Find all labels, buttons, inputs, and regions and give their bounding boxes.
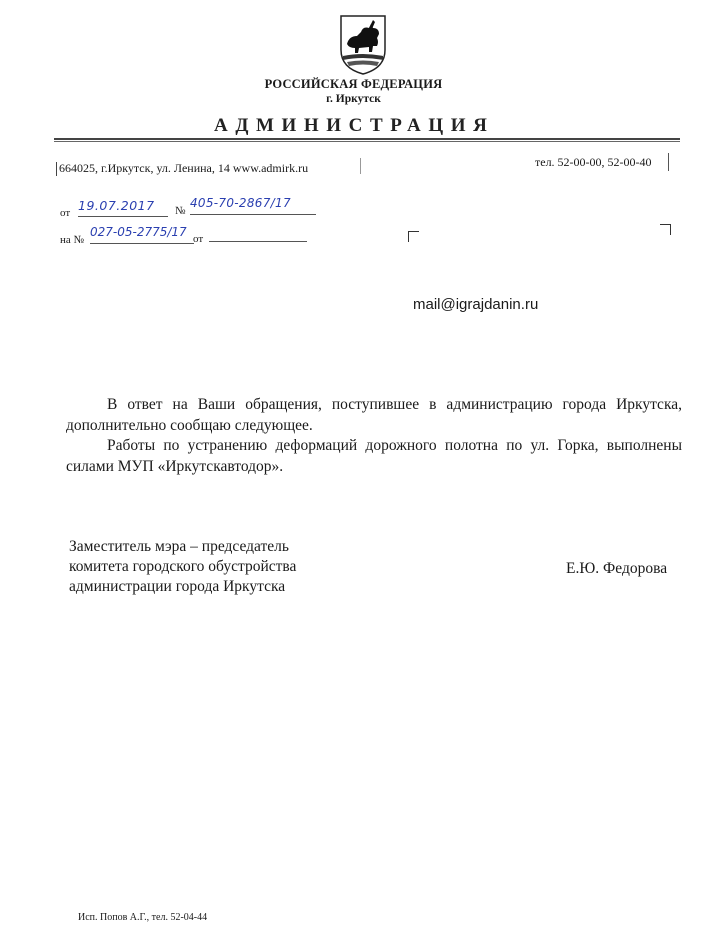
phone-text: тел. 52-00-00, 52-00-40: [535, 155, 652, 169]
incoming-number-label: на №: [60, 234, 85, 246]
incoming-date-blank: [209, 241, 307, 242]
body-paragraph-2: Работы по устранению деформаций дорожного полотна по ул. Горка, выполнены силами МУП «Иркутскавтодор».: [66, 437, 682, 475]
ref-number-label: №: [175, 205, 186, 217]
signatory-position-line-2: комитета городского обустройства: [69, 558, 297, 575]
body-paragraph-1: В ответ на Ваши обращения, поступившее в администрацию города Иркутска, дополнительно сообщаю следующее.: [66, 396, 682, 434]
city-heading: г. Иркутск: [326, 93, 381, 105]
signatory-position-line-3: администрации города Иркутска: [69, 578, 286, 595]
address-line: [56, 161, 308, 176]
ref-date-label: от: [60, 207, 71, 219]
recipient-box-corner-left: [408, 231, 419, 242]
signatory-position: [69, 537, 296, 597]
address-text: 664025, г.Иркутск, ул. Ленина, 14 www.admirk.ru: [59, 161, 309, 175]
address-separator: [360, 158, 361, 174]
header-divider: [54, 138, 680, 140]
country-heading: РОССИЙСКАЯ ФЕДЕРАЦИЯ: [264, 77, 443, 91]
letter-body: [66, 395, 682, 477]
phone-tick: [668, 153, 669, 171]
signatory-position-line-1: Заместитель мэра – председатель: [69, 538, 289, 555]
executor-note: Исп. Попов А.Г., тел. 52-04-44: [78, 912, 208, 923]
address-tick: [56, 162, 57, 176]
recipient-email: mail@igrajdanin.ru: [413, 296, 539, 313]
incoming-number-handwritten: 027-05-2775/17: [90, 225, 194, 244]
incoming-date-label: от: [193, 233, 204, 245]
header-divider-thin: [54, 141, 680, 142]
irkutsk-coat-of-arms-icon: [339, 14, 387, 76]
signatory-name: Е.Ю. Федорова: [566, 560, 668, 577]
ref-number-handwritten: 405-70-2867/17: [190, 196, 316, 215]
recipient-box-corner-right: [660, 224, 671, 235]
ref-date-handwritten: 19.07.2017: [78, 198, 168, 217]
page-title: АДМИНИСТРАЦИЯ: [214, 115, 495, 136]
